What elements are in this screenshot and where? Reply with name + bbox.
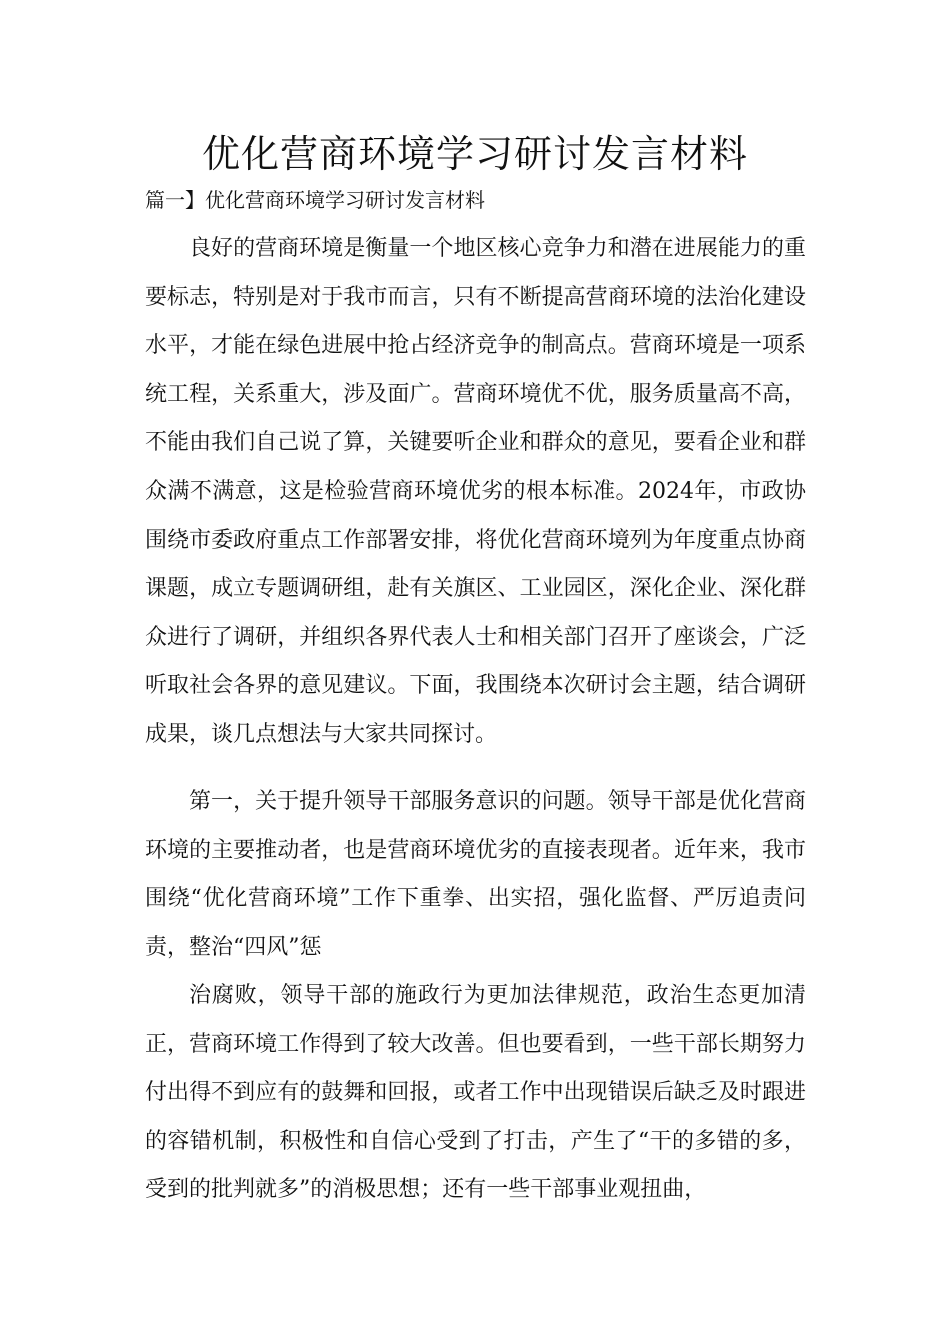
body-paragraph: 第一，关于提升领导干部服务意识的问题。领导干部是优化营商环境的主要推动者，也是营商环境优劣的直接表现者。近年来，我市围绕“优化营商环境”工作下重拳、出实招，强化监督、严厉追责问责，整治“四风”惩 xyxy=(145,789,806,960)
body-paragraph: 治腐败，领导干部的施政行为更加法律规范，政治生态更加清正，营商环境工作得到了较大改善。但也要看到，一些干部长期努力付出得不到应有的鼓舞和回报，或者工作中出现错误后缺乏及时跟进的容错机制，积极性和自信心受到了打击，产生了“干的多错的多，受到的批判就多”的消极思想；还有一些干部事业观扭曲， xyxy=(145,983,806,1203)
document-title: 优化营商环境学习研讨发言材料 xyxy=(201,132,748,176)
document-subtitle: 篇一】优化营商环境学习研讨发言材料 xyxy=(145,188,485,212)
body-paragraph: 良好的营商环境是衡量一个地区核心竞争力和潜在进展能力的重要标志，特别是对于我市而言，只有不断提高营商环境的法治化建设水平，才能在绿色进展中抢占经济竞争的制高点。营商环境是一项系统工程，关系重大，涉及面广。营商环境优不优，服务质量高不高，不能由我们自己说了算，关键要听企业和群众的意见，要看企业和群众满不满意，这是检验营商环境优劣的根本标准。2024年，市政协围绕市委政府重点工作部署安排，将优化营商环境列为年度重点协商课题，成立专题调研组，赴有关旗区、工业园区，深化企业、深化群众进行了调研，并组织各界代表人士和相关部门召开了座谈会，广泛听取社会各界的意见建议。下面，我围绕本次研讨会主题，结合调研成果，谈几点想法与大家共同探讨。 xyxy=(145,236,806,747)
